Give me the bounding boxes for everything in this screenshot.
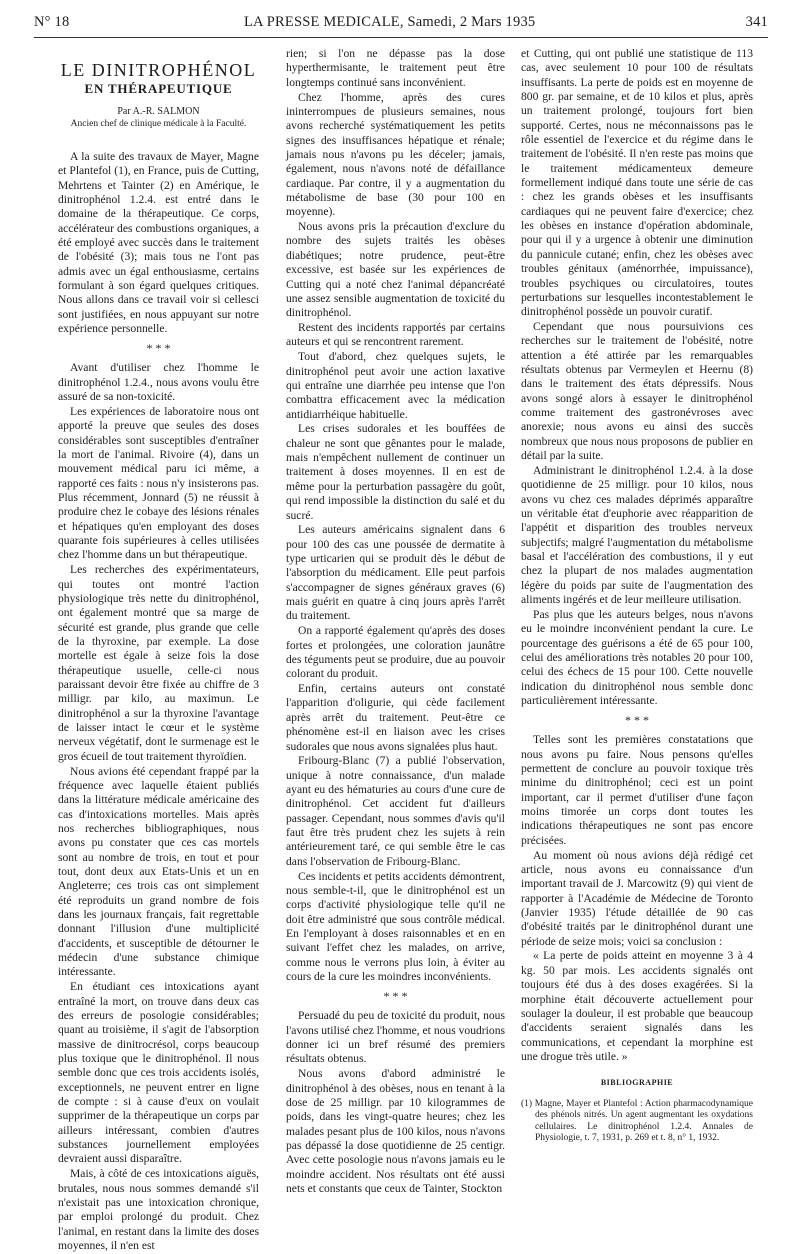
author-byline: Par A.-R. SALMON: [117, 106, 200, 117]
page-header: [34, 14, 768, 36]
paragraph: On a rapporté également qu'après des doses fortes et prolongées, une coloration jaunâtre des téguments peut se produire, due au pouvoir colorant du produit.: [286, 624, 505, 681]
article-subtitle: EN THÉRAPEUTIQUE: [84, 81, 233, 96]
paragraph: Chez l'homme, après des cures ininterrompues de plusieurs semaines, nous avons recherché systématiquement les petits signes des insuffisances hépatique et rénale; jamais nous n'avons pu les déceler; jamais, également, nous n'avons noté de défaillance cardiaque. Par contre, il y a augmentation du métabolisme de base (30 pour 100 en moyenne).: [286, 90, 505, 219]
paragraph: Administrant le dinitrophénol 1.2.4. à la dose quotidienne de 25 milligr. pour 10 kilos, nous avons vu chez ces malades déprimés apparaître un véritable état d'euphorie avec réapparition de l'appétit et disparition des troubles nerveux subjectifs; malgré l'augmentation du métabolisme basal et l'accélération des combustions, il y eut chez la plupart de nos malades augmentation légère du poids par suite de l'augmentation des aliments ingérés et de leur meilleure utilisation.: [521, 463, 753, 607]
paragraph: A la suite des travaux de Mayer, Magne et Plantefol (1), en France, puis de Cutting, Mehrtens et Tainter (2) en Amérique, le dinitrophénol 1.2.4. est entré dans le domaine de la thérapeutique. Ce corps, accélérateur des combustions organiques, a été employé avec succès dans le traitement de l'obésité (3); mais tous ne l'ont pas admis avec un égal enthousiasme, certains formulant à son égard quelques critiques. Nous allons dans ce travail voir si cellesci sont justifiées, en nous appuyant sur notre expérience personnelle.: [58, 150, 259, 336]
paragraph: Avant d'utiliser chez l'homme le dinitrophénol 1.2.4., nous avons voulu être assuré de sa non-toxicité.: [58, 361, 259, 404]
page-number: 341: [745, 14, 768, 30]
header-rule: [34, 37, 768, 38]
paragraph: rien; si l'on ne dépasse pas la dose hyperthermisante, le traitement peut être longtemps continué sans inconvénient.: [286, 47, 505, 89]
section-separator: * * *: [383, 989, 408, 1004]
paragraph: et Cutting, qui ont publié une statistique de 113 cas, avec seulement 10 pour 100 de résultats insuffisants. La perte de poids est en moyenne de 800 gr. par semaine, et de 10 kilos et plus, après un traitement prolongé, toujours fort bien supporté. Certes, nous ne méconnaissons pas le rôle essentiel de l'exercice et du régime dans le traitement de l'obésité. Il n'en reste pas moins que le traitement médicamenteux demeure formellement indiqué dans toute une série de cas : chez les grands obèses et les insuffisants cardiaques qui ne peuvent faire d'exercice; chez les obèses en instance d'opération abdominale, pour qui il y a urgence à obtenir une diminution du pannicule cutané; enfin, chez les obèses avec troubles génitaux (aménorrhée, impuissance), troubles psychiques ou circulatoires, toutes perturbations sur lesquelles incontestablement le dinitrophénol possède un pouvoir curatif.: [521, 47, 753, 319]
paragraph: Restent des incidents rapportés par certains auteurs et qui se rencontrent rarement.: [286, 321, 505, 349]
paragraph: Enfin, certains auteurs ont constaté l'apparition d'oligurie, qui cède facilement après arrêt du traitement. Peut-être ce phénomène est-il en liaison avec les crises sudorales que nous avons signalées plus haut.: [286, 682, 505, 753]
paragraph: Persuadé du peu de toxicité du produit, nous l'avons utilisé chez l'homme, et nous voudrions donner ici un bref résumé des premiers résultats obtenus.: [286, 1009, 505, 1066]
paragraph: Au moment où nous avions déjà rédigé cet article, nous avons eu connaissance d'un important travail de J. Marcowitz (9) qui vient de rapporter à l'Académie de Médecine de Toronto (Janvier 1935) l'étude détaillée de 90 cas d'obésité traités par le dinitrophénol durant une période de seize mois; voici sa conclusion :: [521, 848, 753, 948]
paragraph: Tout d'abord, chez quelques sujets, le dinitrophénol peut avoir une action laxative qui entraîne une diarrhée peu intense que l'on combattra efficacement avec la médication antidiarrhéique habituelle.: [286, 350, 505, 421]
bibliography-heading: BIBLIOGRAPHIE: [600, 1078, 674, 1088]
paragraph: Nous avions été cependant frappé par la fréquence avec laquelle étaient publiés dans la littérature médicale américaine des cas d'intoxications mortelles. Mais après nos recherches bibliographiques, nous avons pu constater que ces cas mortels sont au nombre de trois, en tout et pour tout, dont deux aux Etats-Unis et un en Angleterre; ces trois cas ont simplement été reproduits un grand nombre de fois dans les journaux français, fait regrettable donnant l'illusion d'une multiplicité d'accidents, et susceptible de détourner le médecin d'une substance chimique intéressante.: [58, 764, 259, 979]
paragraph: Fribourg-Blanc (7) a publié l'observation, unique à notre connaissance, d'un malade ayant eu des hématuries au cours d'une cure de dinitrophénol. Cet accident fut d'ailleurs passager. Cependant, nous sommes d'avis qu'il faut être très prudent chez les sujets à rein antérieurement taré, ce qui semble être le cas dans l'observation de Fribourg-Blanc.: [286, 754, 505, 868]
paragraph: Telles sont les premières constatations que nous avons pu faire. Nous pensons qu'elles permettent de conclure au pouvoir toxique très minime du dinitrophénol; ceci est un point important, car il permet d'utiliser d'une façon moins timorée un corps dont toutes les indications thérapeutiques ne sont pas encore précisées.: [521, 733, 753, 847]
issue-number: N° 18: [34, 14, 70, 30]
paragraph: Mais, à côté de ces intoxications aiguës, brutales, nous nous sommes demandé s'il n'existait pas une intoxication chronique, par emploi prolongé du produit. Chez l'animal, en restant dans la limite des doses moyennes, il n'en est: [58, 1167, 259, 1252]
section-separator: * * *: [146, 341, 171, 356]
quotation: « La perte de poids atteint en moyenne 3 à 4 kg. 50 par mois. Les accidents signalés ont toujours été dus à des doses exagérées. Si la morphine était découverte actuellement pour soulager la douleur, il est probable que beaucoup d'accidents seraient signalés dans les communications, et cependant la morphine est une drogue très utile. »: [521, 949, 753, 1063]
paragraph: Les crises sudorales et les bouffées de chaleur ne sont que gênantes pour le malade, mais n'empêchent nullement de continuer un traitement à doses moyennes. Il en est de même pour la perturbation passagère du goût, qui rend impossible la distinction du salé et du sucré.: [286, 422, 505, 522]
paragraph: Pas plus que les auteurs belges, nous n'avons eu le moindre inconvénient pendant la cure. Le pourcentage des guérisons a été de 65 pour 100, celui des améliorations très notables 20 pour 100, celui des échecs de 15 pour 100. Cette nouvelle indication du dinitrophénol nous semble donc particulièrement intéressante.: [521, 607, 753, 707]
paragraph: Les recherches des expérimentateurs, qui toutes ont montré l'action physiologique très nette du dinitrophénol, ont également montré que sa marge de sécurité est grande, plus grande que celle de la thyroxine, par exemple. La dose mortelle est égale à seize fois la dose thérapeutique usuelle, celle-ci nous paraissant devoir être fixée au chiffre de 3 milligr. par kilo, au maximun. Le dinitrophénol a sur la thyroxine l'avantage de laisser intact le cœur et le système nerveux végétatif, dont le surmenage est le gros écueil de tout traitement thyroïdien.: [58, 563, 259, 763]
paragraph: Les expériences de laboratoire nous ont apporté la preuve que seules des doses considérables sont susceptibles d'entraîner la mort de l'animal. Rivoire (4), dans un mouvement médical paru ici même, a rapporté ces faits : nous n'y insisterons pas. Plus récemment, Jonnard (5) ne réussit à produire chez le cobaye des lésions rénales et hépatiques qu'en employant des doses quarante fois supérieures à celles utilisées chez l'homme dans un but thérapeutique.: [58, 405, 259, 562]
column-3: [521, 47, 753, 1145]
paragraph: Les auteurs américains signalent dans 6 pour 100 des cas une poussée de dermatite à type urticarien qui se produit dès le début de l'absorption du médicament. Elle peut parfois s'accompagner de signes généraux graves (6) mais guérit en quatre à cinq jours après l'arrêt du traitement.: [286, 523, 505, 623]
column-1: [58, 48, 259, 1254]
bibliography-entry: (1) Magne, Mayer et Plantefol : Action pharmacodynamique des phénols nitrés. Un agent augmentant les oxydations cellulaires. Le dinitrophénol 1.2.4. Annales de Physiologie, t. 7, 1931, p. 269 et t. 8, n° 1, 1932.: [521, 1098, 753, 1144]
author-affiliation: Ancien chef de clinique médicale à la Faculté.: [70, 119, 247, 129]
column-2: [286, 47, 505, 1197]
paragraph: En étudiant ces intoxications ayant entraîné la mort, on trouve dans deux cas des erreurs de posologie considérables; quant au troisième, il s'agit de l'absorption massive de dinitrocrésol, corps beaucoup plus toxique que le dinitrophénol. Il nous semble donc que ces trois accidents isolés, exceptionnels, ne peuvent entrer en ligne de compte : si à cause d'eux on voulait supprimer de la thérapeutique un corps par ailleurs intéressant, combien d'autres substances journellement employées devraient aussi disparaître.: [58, 980, 259, 1166]
paragraph: Nous avons pris la précaution d'exclure du nombre des sujets traités les obèses diabétiques; notre prudence, peut-être excessive, est basée sur les expériences de Cutting qui a noté chez l'animal dépancréaté une assez sensible augmentation de toxicité du dinitrophénol.: [286, 220, 505, 320]
paragraph: Cependant que nous poursuivions ces recherches sur le traitement de l'obésité, notre attention a été attirée par les remarquables résultats obtenus par Vermeylen et Heernu (8) dans le traitement des états dépressifs. Nous avons songé alors à essayer le dinitrophénol comme traitement des gastronévroses avec anorexie; nous avons eu ainsi des succès nombreux que nous nous proposons de publier en détail par la suite.: [521, 320, 753, 463]
article-title: LE DINITROPHÉNOL: [60, 60, 257, 80]
paragraph: Nous avons d'abord administré le dinitrophénol à des obèses, nous en tenant à la dose de 25 milligr. par 10 kilogrammes de poids, dans les vingt-quatre heures; chez les malades pesant plus de 100 kilos, nous n'avons pas dépassé la dose quotidienne de 25 centigr. Avec cette posologie nous n'avons jamais eu le moindre accident. Nos résultats ont été aussi nets et constants que ceux de Tainter, Stockton: [286, 1067, 505, 1195]
journal-running-head: LA PRESSE MEDICALE, Samedi, 2 Mars 1935: [244, 14, 536, 30]
paragraph: Ces incidents et petits accidents démontrent, nous semble-t-il, que le dinitrophénol est un corps d'activité physiologique telle qu'il ne doit être administré que sous contrôle médical. En l'employant à doses raisonnables et en en suivant l'effet chez les malades, on arrive, comme nous le verrons plus loin, à éviter au cours de la cure les moindres inconvénients.: [286, 869, 505, 983]
section-separator: * * *: [625, 713, 649, 728]
